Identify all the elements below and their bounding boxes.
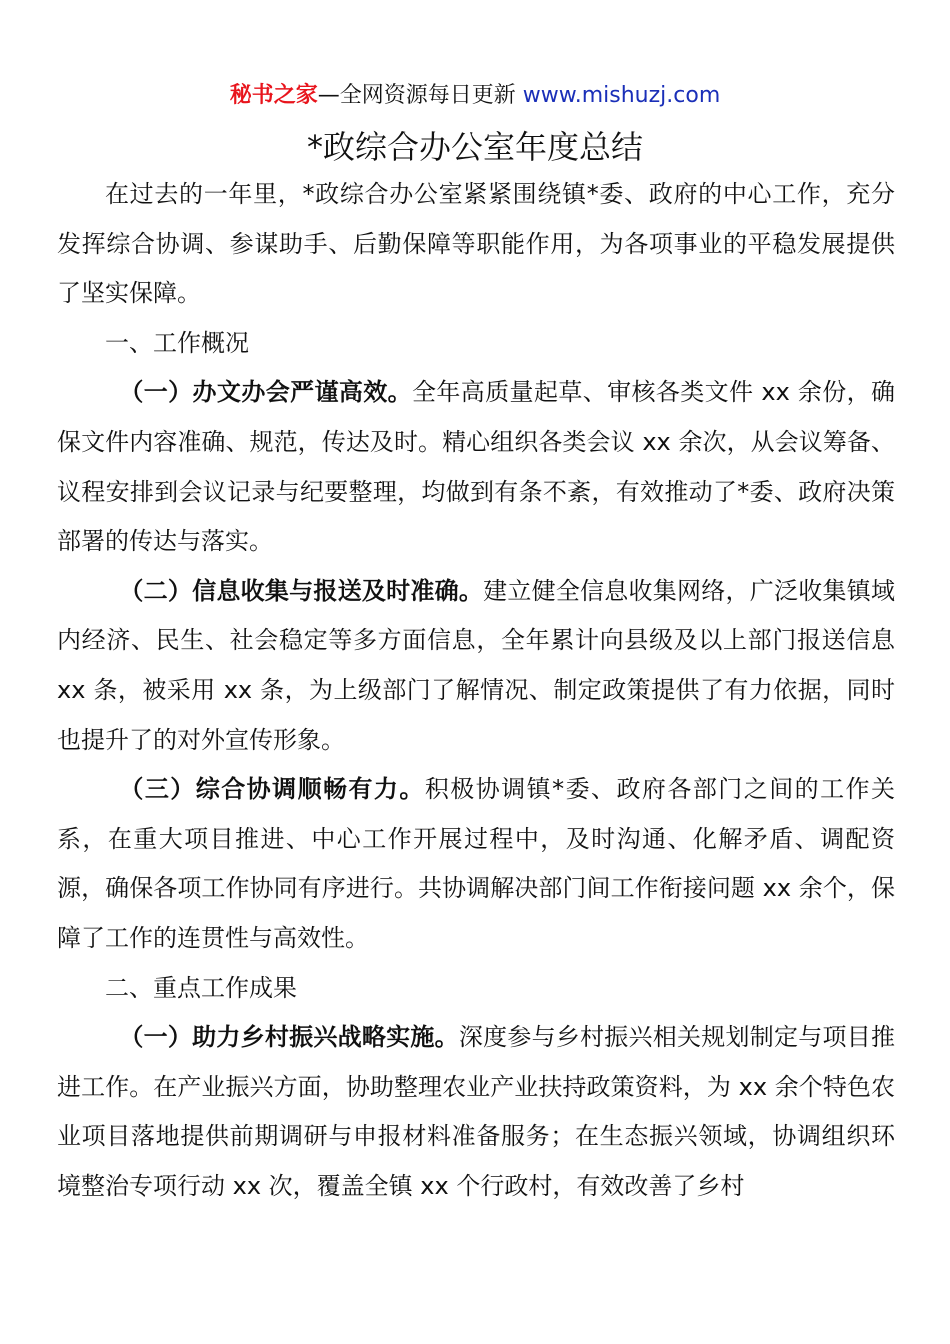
- site-tagline: —全网资源每日更新: [317, 83, 516, 108]
- paragraph-lead: （一）助力乡村振兴战略实施。: [119, 1023, 459, 1052]
- achievements-paragraph-1: [57, 1013, 895, 1211]
- intro-paragraph: 在过去的一年里，*政综合办公室紧紧围绕镇*委、政府的中心工作，充分发挥综合协调、参谋助手、后勤保障等职能作用，为各项事业的平稳发展提供了坚实保障。: [57, 180, 895, 308]
- document-title: *政综合办公室年度总结: [306, 128, 643, 166]
- paragraph-text: 积极协调镇*委、政府各部门之间的工作关系，在重大项目推进、中心工作开展过程中，及时沟通、化解矛盾、调配资源，确保各项工作协同有序进行。共协调解决部门间工作衔接问题 xx 余个，保障了工作的连贯性与高效性。: [57, 775, 896, 952]
- document-body: [57, 170, 895, 1211]
- overview-paragraph-2: [57, 567, 895, 765]
- site-header: [0, 78, 950, 114]
- site-url-link[interactable]: www.mishuzj.com: [522, 83, 721, 108]
- section-heading-achievements: 二、重点工作成果: [105, 973, 297, 1002]
- paragraph-text: 建立健全信息收集网络，广泛收集镇域内经济、民生、社会稳定等多方面信息，全年累计向县级及以上部门报送信息 xx 条，被采用 xx 条，为上级部门了解情况、制定政策提供了有力依据，同时也提升了的对外宣传形象。: [57, 576, 896, 754]
- paragraph-lead: （二）信息收集与报送及时准确。: [119, 576, 484, 605]
- overview-paragraph-3: [57, 765, 895, 963]
- section-heading-overview: 一、工作概况: [105, 328, 249, 357]
- paragraph-lead: （一）办文办会严谨高效。: [119, 378, 413, 407]
- overview-paragraph-1: [57, 368, 895, 566]
- paragraph-lead: （三）综合协调顺畅有力。: [119, 775, 425, 804]
- site-brand: 秘书之家: [229, 83, 318, 108]
- paragraph-text: 深度参与乡村振兴相关规划制定与项目推进工作。在产业振兴方面，协助整理农业产业扶持政策资料，为 xx 余个特色农业项目落地提供前期调研与申报材料准备服务；在生态振兴领域，协调组织环境整治专项行动 xx 次，覆盖全镇 xx 个行政村，有效改善了乡村: [57, 1023, 895, 1200]
- paragraph-text: 全年高质量起草、审核各类文件 xx 余份，确保文件内容准确、规范，传达及时。精心组织各类会议 xx 余次，从会议筹备、议程安排到会议记录与纪要整理，均做到有条不紊，有效推动了*委、政府决策部署的传达与落实。: [57, 378, 895, 556]
